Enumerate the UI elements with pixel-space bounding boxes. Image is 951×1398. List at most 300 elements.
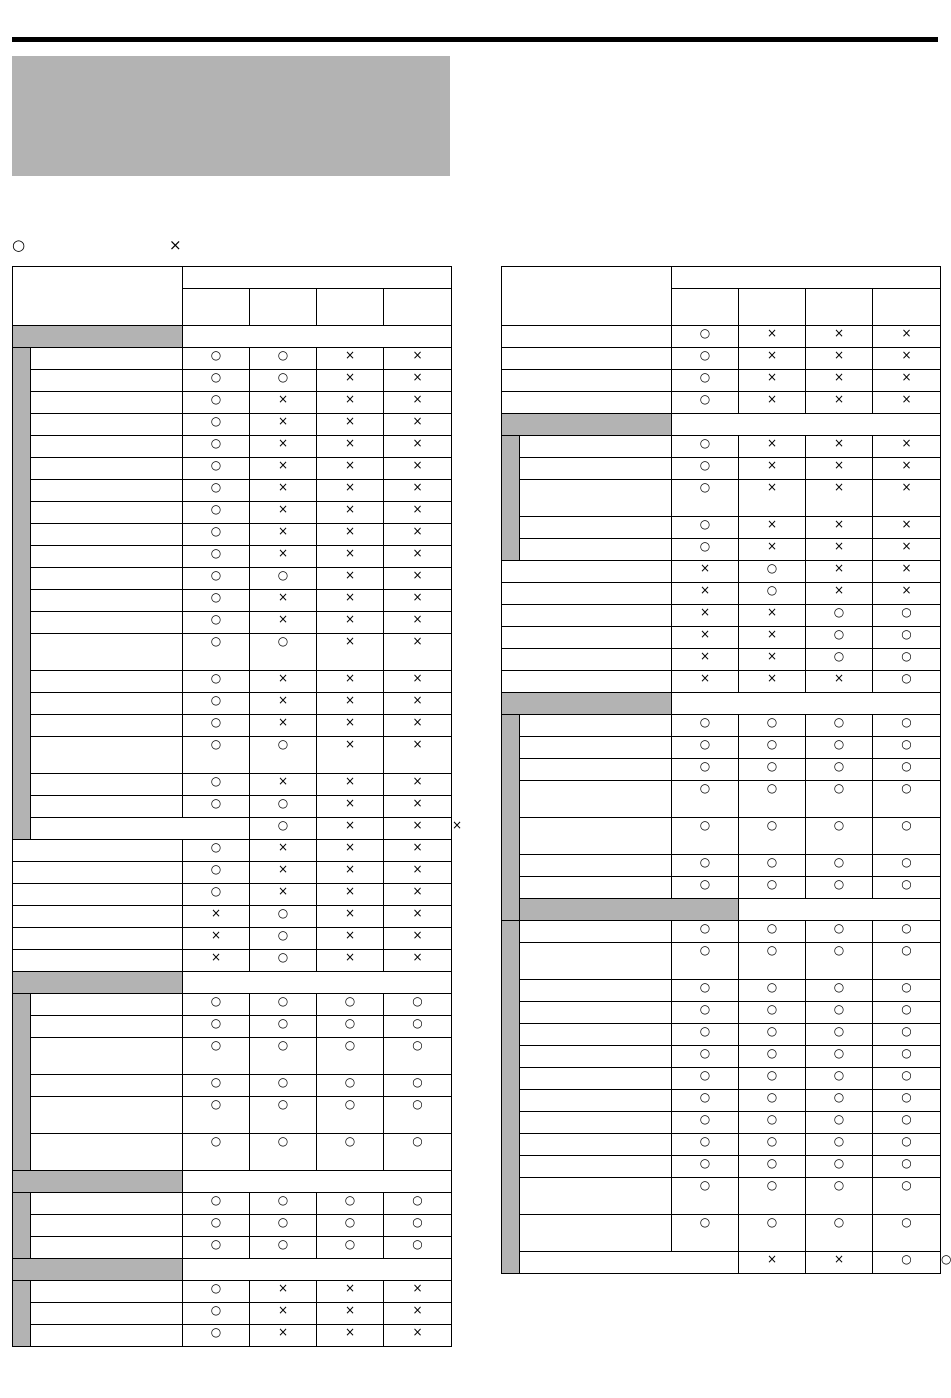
available-mark: ○	[183, 502, 250, 524]
available-mark: ○	[183, 414, 250, 436]
row-label	[31, 546, 183, 568]
available-mark: ○	[873, 671, 941, 693]
row-label	[31, 436, 183, 458]
available-mark: ○	[806, 855, 873, 877]
row-label	[31, 1237, 183, 1259]
available-mark: ○	[739, 1112, 806, 1134]
available-mark: ○	[672, 1002, 739, 1024]
row-label	[502, 561, 672, 583]
section-fill	[183, 326, 452, 348]
available-mark: ○	[672, 480, 739, 517]
available-mark: ○	[183, 590, 250, 612]
available-mark: ○	[250, 1237, 317, 1259]
unavailable-mark: ×	[739, 326, 806, 348]
available-mark: ○	[739, 737, 806, 759]
available-mark: ○	[806, 980, 873, 1002]
unavailable-mark: ×	[806, 458, 873, 480]
available-mark: ○	[873, 980, 941, 1002]
table-row	[13, 1075, 452, 1097]
available-mark: ○	[806, 605, 873, 627]
row-label	[520, 943, 672, 980]
unavailable-mark: ×	[739, 649, 806, 671]
available-mark: ○	[183, 840, 250, 862]
available-mark: ○	[183, 348, 250, 370]
available-mark: ○	[739, 561, 806, 583]
table-row	[502, 627, 941, 649]
unavailable-mark: ×	[317, 436, 384, 458]
unavailable-mark: ×	[384, 818, 452, 840]
row-label	[31, 480, 183, 502]
section-label	[520, 899, 739, 921]
section-label	[502, 693, 672, 715]
section-row	[502, 693, 941, 715]
row-label	[31, 1075, 183, 1097]
unavailable-mark: ×	[873, 370, 941, 392]
table-row	[502, 326, 941, 348]
section-label	[13, 326, 183, 348]
row-label	[31, 715, 183, 737]
unavailable-mark: ×	[384, 1281, 452, 1303]
table-row	[502, 649, 941, 671]
header-column-1	[672, 289, 739, 326]
available-mark: ○	[250, 1097, 317, 1134]
row-label	[31, 1134, 183, 1171]
unavailable-mark: ×	[384, 436, 452, 458]
unavailable-mark: ×	[183, 906, 250, 928]
unavailable-mark: ×	[317, 862, 384, 884]
unavailable-mark: ×	[873, 583, 941, 605]
available-mark: ○	[806, 1178, 873, 1215]
available-mark: ○	[183, 1281, 250, 1303]
available-mark: ○	[672, 1215, 739, 1252]
available-mark: ○	[739, 818, 806, 855]
unavailable-mark: ×	[250, 840, 317, 862]
available-mark: ○	[183, 1097, 250, 1134]
available-mark: ○	[739, 1134, 806, 1156]
available-mark: ○	[672, 1024, 739, 1046]
section-label	[13, 1171, 183, 1193]
available-mark: ○	[873, 627, 941, 649]
available-mark: ○	[183, 994, 250, 1016]
available-mark: ○	[739, 1215, 806, 1252]
available-mark: ○	[806, 1090, 873, 1112]
unavailable-mark: ×	[317, 612, 384, 634]
available-mark: ○	[806, 921, 873, 943]
row-label	[31, 737, 183, 774]
legend-available-symbol: ○	[12, 236, 26, 254]
available-mark: ○	[739, 1002, 806, 1024]
row-label	[31, 796, 183, 818]
unavailable-mark: ×	[384, 671, 452, 693]
available-mark: ○	[806, 759, 873, 781]
unavailable-mark: ×	[384, 458, 452, 480]
unavailable-mark: ×	[384, 546, 452, 568]
row-label	[31, 1303, 183, 1325]
unavailable-mark: ×	[317, 480, 384, 502]
available-mark: ○	[183, 546, 250, 568]
row-label	[520, 877, 672, 899]
row-label	[31, 1016, 183, 1038]
unavailable-mark: ×	[739, 436, 806, 458]
table-row	[502, 715, 941, 737]
available-mark: ○	[672, 392, 739, 414]
section-fill	[739, 899, 941, 921]
available-mark: ○	[250, 994, 317, 1016]
row-label	[520, 855, 672, 877]
available-mark: ○	[873, 921, 941, 943]
available-mark: ○	[873, 1090, 941, 1112]
available-mark: ○	[317, 1097, 384, 1134]
available-mark: ○	[672, 818, 739, 855]
available-mark: ○	[806, 627, 873, 649]
table-row	[13, 1038, 452, 1075]
unavailable-mark: ×	[250, 392, 317, 414]
unavailable-mark: ×	[317, 774, 384, 796]
section-fill	[183, 1259, 452, 1281]
available-mark: ○	[806, 1068, 873, 1090]
available-mark: ○	[250, 1075, 317, 1097]
available-mark: ○	[739, 980, 806, 1002]
table-row	[13, 1016, 452, 1038]
available-mark: ○	[384, 1215, 452, 1237]
unavailable-mark: ×	[250, 884, 317, 906]
available-mark: ○	[739, 1046, 806, 1068]
available-mark: ○	[672, 517, 739, 539]
unavailable-mark: ×	[250, 671, 317, 693]
available-mark: ○	[183, 1325, 250, 1347]
available-mark: ○	[672, 737, 739, 759]
available-mark: ○	[739, 1178, 806, 1215]
available-mark: ○	[873, 1024, 941, 1046]
unavailable-mark: ×	[317, 590, 384, 612]
unavailable-mark: ×	[806, 480, 873, 517]
row-label	[520, 1134, 672, 1156]
unavailable-mark: ×	[672, 583, 739, 605]
unavailable-mark: ×	[250, 436, 317, 458]
unavailable-mark: ×	[806, 517, 873, 539]
unavailable-mark: ×	[250, 1303, 317, 1325]
table-row	[502, 370, 941, 392]
available-mark: ○	[317, 1193, 384, 1215]
table-row	[502, 980, 941, 1002]
unavailable-mark: ×	[873, 392, 941, 414]
header-row	[502, 267, 941, 289]
unavailable-mark: ×	[806, 348, 873, 370]
available-mark: ○	[183, 524, 250, 546]
row-label	[502, 370, 672, 392]
unavailable-mark: ×	[806, 326, 873, 348]
unavailable-mark: ×	[384, 950, 452, 972]
row-label	[31, 1038, 183, 1075]
available-mark: ○	[183, 370, 250, 392]
available-mark: ○	[183, 480, 250, 502]
table-row	[502, 517, 941, 539]
unavailable-mark: ×	[384, 715, 452, 737]
section-row	[13, 1259, 452, 1281]
row-label	[13, 884, 183, 906]
available-mark: ○	[183, 436, 250, 458]
row-label	[520, 1178, 672, 1215]
available-mark: ○	[806, 1156, 873, 1178]
available-mark: ○	[183, 612, 250, 634]
table-row	[13, 1237, 452, 1259]
table-row	[13, 1193, 452, 1215]
available-mark: ○	[873, 1068, 941, 1090]
available-mark: ○	[739, 1068, 806, 1090]
unavailable-mark: ×	[384, 634, 452, 671]
unavailable-mark: ×	[672, 627, 739, 649]
row-label	[31, 590, 183, 612]
available-mark: ○	[183, 796, 250, 818]
section-row	[502, 414, 941, 436]
unavailable-mark: ×	[317, 715, 384, 737]
available-mark: ○	[250, 348, 317, 370]
row-label	[31, 634, 183, 671]
header-column-4	[873, 289, 941, 326]
row-label	[502, 348, 672, 370]
table-row	[502, 818, 941, 855]
available-mark: ○	[739, 1156, 806, 1178]
row-label	[520, 1156, 672, 1178]
legend-unavailable-symbol: ×	[169, 236, 182, 254]
unavailable-mark: ×	[250, 715, 317, 737]
unavailable-mark: ×	[317, 928, 384, 950]
header-column-2	[250, 289, 317, 326]
header-row	[13, 267, 452, 289]
group-bar	[502, 921, 520, 1274]
unavailable-mark: ×	[250, 862, 317, 884]
available-mark: ○	[739, 943, 806, 980]
available-mark: ○	[250, 906, 317, 928]
unavailable-mark: ×	[384, 774, 452, 796]
header-column-3	[806, 289, 873, 326]
unavailable-mark: ×	[317, 370, 384, 392]
available-mark: ○	[183, 884, 250, 906]
available-mark: ○	[183, 862, 250, 884]
unavailable-mark: ×	[739, 539, 806, 561]
available-mark: ○	[672, 436, 739, 458]
row-label	[502, 583, 672, 605]
group-bar	[502, 436, 520, 561]
unavailable-mark: ×	[739, 627, 806, 649]
unavailable-mark: ×	[873, 326, 941, 348]
row-label	[520, 436, 672, 458]
table-row	[13, 370, 452, 392]
unavailable-mark: ×	[317, 502, 384, 524]
table-row	[13, 671, 452, 693]
unavailable-mark: ×	[317, 884, 384, 906]
available-mark: ○	[183, 715, 250, 737]
available-mark: ○	[672, 943, 739, 980]
available-mark: ○	[183, 634, 250, 671]
available-mark: ○	[806, 1002, 873, 1024]
available-mark: ○	[873, 1156, 941, 1178]
table-row	[502, 1156, 941, 1178]
row-label	[520, 539, 672, 561]
available-mark: ○	[250, 1134, 317, 1171]
row-label	[520, 1002, 672, 1024]
unavailable-mark: ×	[317, 634, 384, 671]
table-row: ○ × × ×	[13, 818, 452, 840]
unavailable-mark: ×	[384, 796, 452, 818]
unavailable-mark: ×	[806, 1252, 873, 1274]
unavailable-mark: ×	[806, 436, 873, 458]
table-row	[13, 348, 452, 370]
row-label	[31, 994, 183, 1016]
row-label	[502, 605, 672, 627]
unavailable-mark: ×	[873, 458, 941, 480]
table-row	[13, 436, 452, 458]
available-mark: ○	[873, 1046, 941, 1068]
table-row	[13, 1325, 452, 1347]
row-label	[13, 950, 183, 972]
row-label	[31, 502, 183, 524]
available-mark: ○	[739, 921, 806, 943]
available-mark: ○	[806, 818, 873, 855]
available-mark: ○	[250, 950, 317, 972]
table-row	[13, 796, 452, 818]
available-mark: ○	[183, 392, 250, 414]
unavailable-mark: ×	[806, 392, 873, 414]
table-row	[13, 928, 452, 950]
available-mark: ○	[384, 994, 452, 1016]
unavailable-mark: ×	[739, 348, 806, 370]
available-mark: ○	[317, 1215, 384, 1237]
available-mark: ○	[806, 715, 873, 737]
available-mark: ○	[250, 1193, 317, 1215]
unavailable-mark: ×	[873, 561, 941, 583]
unavailable-mark: ×	[384, 737, 452, 774]
available-mark: ○	[384, 1237, 452, 1259]
available-mark: ○	[250, 568, 317, 590]
unavailable-mark: ×	[806, 370, 873, 392]
table-row	[502, 781, 941, 818]
row-label	[13, 906, 183, 928]
available-mark: ○	[183, 458, 250, 480]
available-mark: ○	[672, 458, 739, 480]
unavailable-mark: ×	[806, 583, 873, 605]
available-mark: ○	[873, 877, 941, 899]
table-row	[13, 458, 452, 480]
table-row	[13, 1134, 452, 1171]
unavailable-mark: ×	[317, 546, 384, 568]
header-column-3	[317, 289, 384, 326]
available-mark: ○	[739, 759, 806, 781]
available-mark: ○	[739, 1024, 806, 1046]
available-mark: ○	[250, 928, 317, 950]
available-mark: ○	[873, 1134, 941, 1156]
group-bar	[13, 994, 31, 1171]
row-label	[31, 693, 183, 715]
group-bar	[13, 1193, 31, 1259]
available-mark: ○	[672, 1046, 739, 1068]
group-bar	[13, 1281, 31, 1347]
available-mark: ○	[250, 1016, 317, 1038]
group-bar	[13, 348, 31, 840]
unavailable-mark: ×	[739, 458, 806, 480]
available-mark: ○	[317, 1237, 384, 1259]
available-mark: ○	[183, 1193, 250, 1215]
unavailable-mark: ×	[739, 480, 806, 517]
available-mark: ○	[250, 1038, 317, 1075]
available-mark: ○	[672, 921, 739, 943]
available-mark: ○	[183, 1134, 250, 1171]
table-row	[13, 1303, 452, 1325]
available-mark: ○	[250, 796, 317, 818]
unavailable-mark: ×	[250, 612, 317, 634]
available-mark: ○	[384, 1134, 452, 1171]
unavailable-mark: ×	[384, 862, 452, 884]
table-row	[502, 561, 941, 583]
unavailable-mark: ×	[384, 348, 452, 370]
unavailable-mark: ×	[317, 671, 384, 693]
header-column-4	[384, 289, 452, 326]
available-mark: ○	[873, 943, 941, 980]
available-mark: ○	[384, 1075, 452, 1097]
unavailable-mark: ×	[739, 1252, 806, 1274]
row-label	[31, 671, 183, 693]
available-mark: ○	[873, 855, 941, 877]
available-mark: ○	[183, 1075, 250, 1097]
row-label	[520, 759, 672, 781]
available-mark: ○	[672, 1068, 739, 1090]
header-column-1	[183, 289, 250, 326]
section-label	[13, 972, 183, 994]
section-fill	[183, 972, 452, 994]
available-mark: ○	[873, 1112, 941, 1134]
available-mark: ○	[250, 737, 317, 774]
header-column-2	[739, 289, 806, 326]
available-mark: ○	[806, 1134, 873, 1156]
unavailable-mark: ×	[317, 1325, 384, 1347]
available-mark: ○	[250, 818, 317, 840]
table-row	[502, 1068, 941, 1090]
unavailable-mark: ×	[672, 671, 739, 693]
row-label	[31, 524, 183, 546]
unavailable-mark: ×	[250, 590, 317, 612]
unavailable-mark: ×	[317, 348, 384, 370]
unavailable-mark: ×	[739, 671, 806, 693]
available-mark: ○	[873, 1215, 941, 1252]
available-mark: ○	[183, 671, 250, 693]
row-label	[31, 458, 183, 480]
table-row	[502, 348, 941, 370]
available-mark: ○	[384, 1193, 452, 1215]
title-banner	[12, 56, 450, 176]
table-row	[13, 1215, 452, 1237]
unavailable-mark: ×	[317, 950, 384, 972]
row-label	[31, 392, 183, 414]
unavailable-mark: ×	[873, 480, 941, 517]
unavailable-mark: ×	[317, 1281, 384, 1303]
table-row	[502, 759, 941, 781]
unavailable-mark: ×	[873, 517, 941, 539]
unavailable-mark: ×	[317, 840, 384, 862]
unavailable-mark: ×	[250, 524, 317, 546]
unavailable-mark: ×	[317, 1303, 384, 1325]
table-row	[13, 906, 452, 928]
row-label	[520, 1090, 672, 1112]
row-label	[520, 781, 672, 818]
available-mark: ○	[873, 715, 941, 737]
section-row	[502, 899, 941, 921]
available-mark: ○	[672, 370, 739, 392]
row-label	[520, 1046, 672, 1068]
available-mark: ○	[672, 781, 739, 818]
row-label	[31, 818, 250, 840]
available-mark: ○	[250, 370, 317, 392]
unavailable-mark: ×	[317, 392, 384, 414]
